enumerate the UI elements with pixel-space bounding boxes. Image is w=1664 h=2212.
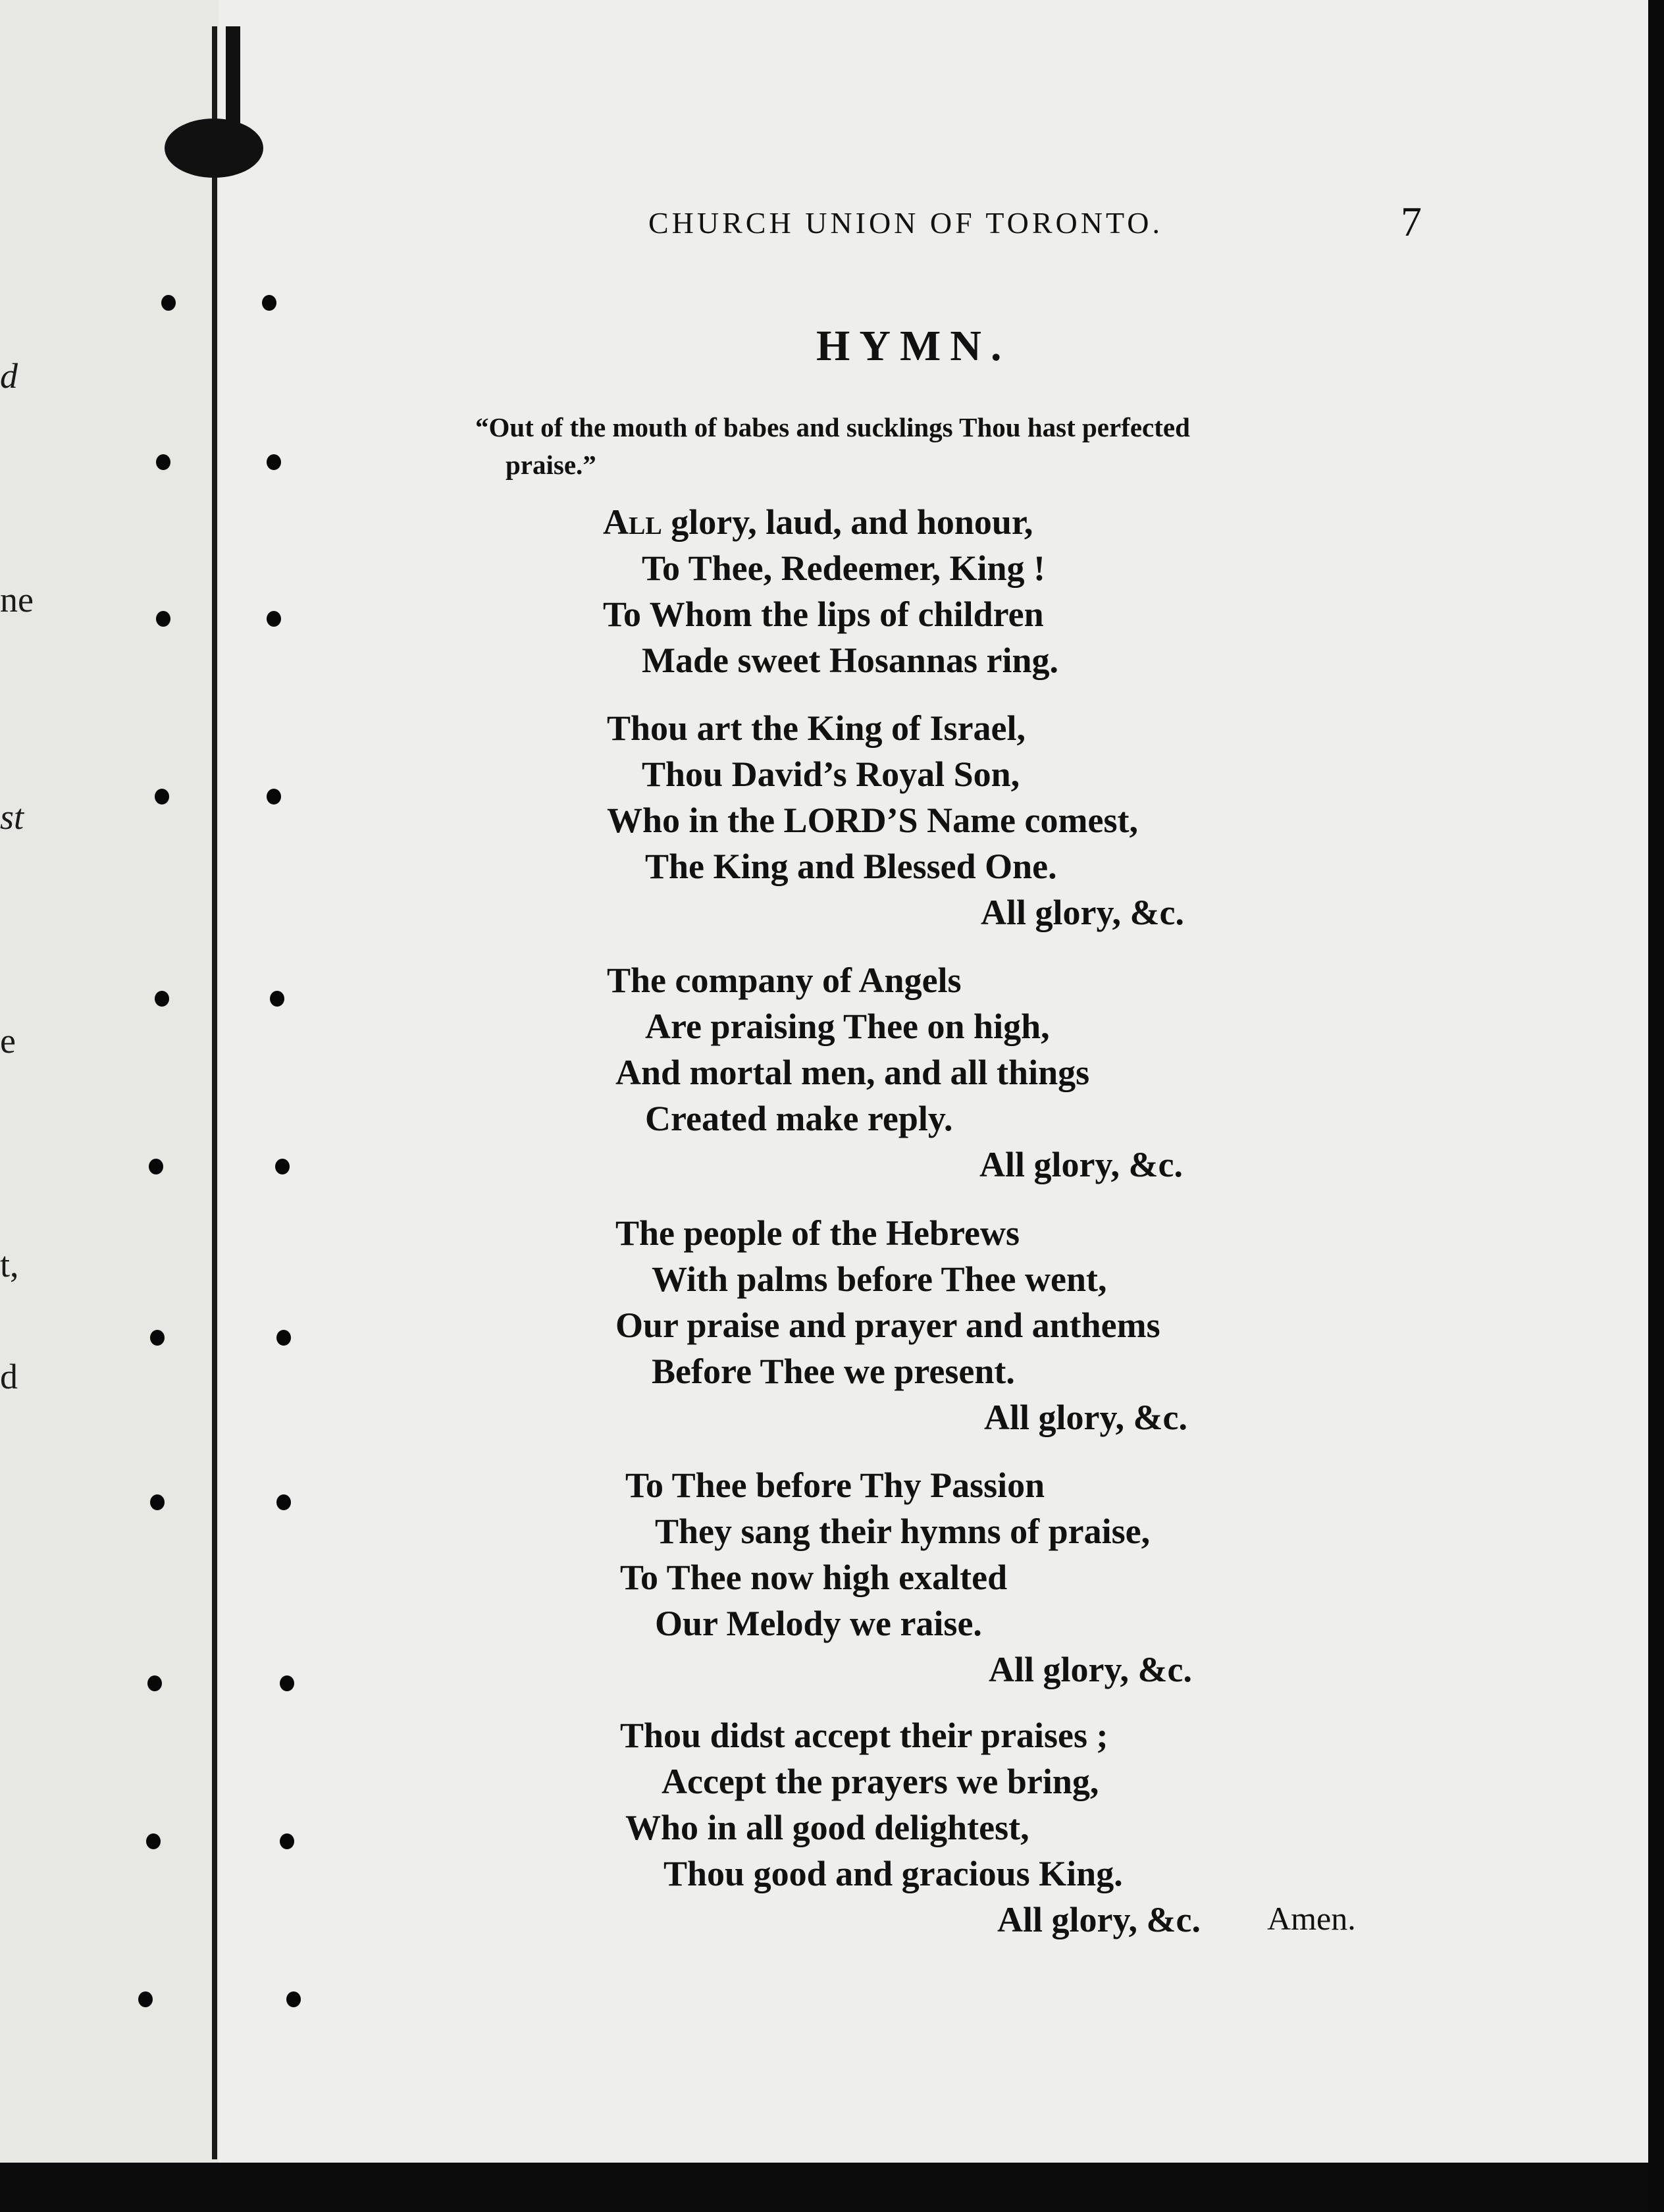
left-fragment: d (0, 1357, 18, 1396)
verse-line: Thou didst accept their praises ; (620, 1716, 1108, 1755)
scan-bottom-edge (0, 2163, 1664, 2212)
verse-line: And mortal men, and all things (615, 1053, 1090, 1092)
stitch-hole (280, 1675, 294, 1691)
page-number: 7 (1401, 198, 1422, 245)
stitch-hole (156, 611, 170, 627)
left-fragment: ne (0, 580, 34, 619)
left-fragment: e (0, 1021, 16, 1061)
stitch-hole (270, 991, 284, 1007)
verse-line: Before Thee we present. (652, 1352, 1015, 1391)
verse-line: To Thee before Thy Passion (625, 1465, 1045, 1505)
verse-line: Thou good and gracious King. (663, 1854, 1123, 1893)
stitch-hole (138, 1991, 153, 2007)
verse-line: The company of Angels (607, 961, 962, 1000)
stitch-hole (155, 789, 169, 804)
stitch-hole (146, 1833, 161, 1849)
stitch-hole (280, 1833, 294, 1849)
stitch-hole (156, 454, 170, 470)
verse-line: Who in all good delightest, (625, 1808, 1029, 1847)
left-fragment: st (0, 797, 24, 837)
verse-line: All glory, laud, and honour, (603, 502, 1033, 542)
stitch-hole (150, 1494, 165, 1510)
refrain-line: All glory, &c. (984, 1398, 1187, 1437)
verse-line: With palms before Thee went, (652, 1259, 1107, 1299)
verse-line: Made sweet Hosannas ring. (642, 641, 1058, 680)
stitch-hole (267, 789, 281, 804)
amen-text: Amen. (1267, 1900, 1356, 1937)
refrain-line: All glory, &c. (997, 1900, 1201, 1939)
verse-line: To Thee, Redeemer, King ! (642, 548, 1045, 588)
running-header: CHURCH UNION OF TORONTO. (648, 206, 1163, 240)
stitch-hole (275, 1159, 290, 1174)
stitch-hole (286, 1991, 301, 2007)
refrain-line: All glory, &c. (979, 1145, 1183, 1184)
hymn-title: HYMN. (816, 322, 1011, 370)
verse-line: Accept the prayers we bring, (662, 1762, 1099, 1801)
epigraph-line: praise.” (506, 450, 596, 480)
left-fragment: d (0, 356, 18, 396)
verse-line: They sang their hymns of praise, (655, 1512, 1151, 1551)
verse-line: Our praise and prayer and anthems (615, 1305, 1160, 1345)
refrain-line: All glory, &c. (989, 1650, 1192, 1689)
stitch-hole (267, 454, 281, 470)
stitch-hole (276, 1494, 291, 1510)
verse-line: Created make reply. (645, 1099, 953, 1138)
refrain-line: All glory, &c. (981, 893, 1184, 932)
left-page (0, 0, 221, 2163)
stitch-hole (161, 295, 176, 311)
verse-line: The King and Blessed One. (645, 847, 1057, 886)
stitch-hole (155, 991, 169, 1007)
binding-gutter (212, 26, 217, 2159)
stitch-hole (147, 1675, 162, 1691)
left-fragment: t, (0, 1245, 19, 1284)
verse-line: Thou David’s Royal Son, (642, 754, 1020, 794)
verse-line: Who in the LORD’S Name comest, (607, 801, 1138, 840)
ink-blot (165, 118, 263, 178)
stitch-hole (149, 1159, 163, 1174)
verse-line: The people of the Hebrews (615, 1213, 1020, 1253)
stitch-hole (267, 611, 281, 627)
stitch-hole (276, 1330, 291, 1346)
stitch-hole (150, 1330, 165, 1346)
verse-line: Are praising Thee on high, (645, 1007, 1050, 1046)
scan-right-edge (1648, 0, 1664, 2212)
verse-line: Our Melody we raise. (655, 1604, 982, 1643)
stitch-hole (262, 295, 276, 311)
epigraph-line: “Out of the mouth of babes and sucklings Thou hast perfected (475, 412, 1190, 442)
first-word: All (603, 502, 662, 542)
verse-line: Thou art the King of Israel, (607, 708, 1026, 748)
verse-line: To Whom the lips of children (603, 594, 1044, 634)
verse-line: To Thee now high exalted (620, 1558, 1008, 1597)
